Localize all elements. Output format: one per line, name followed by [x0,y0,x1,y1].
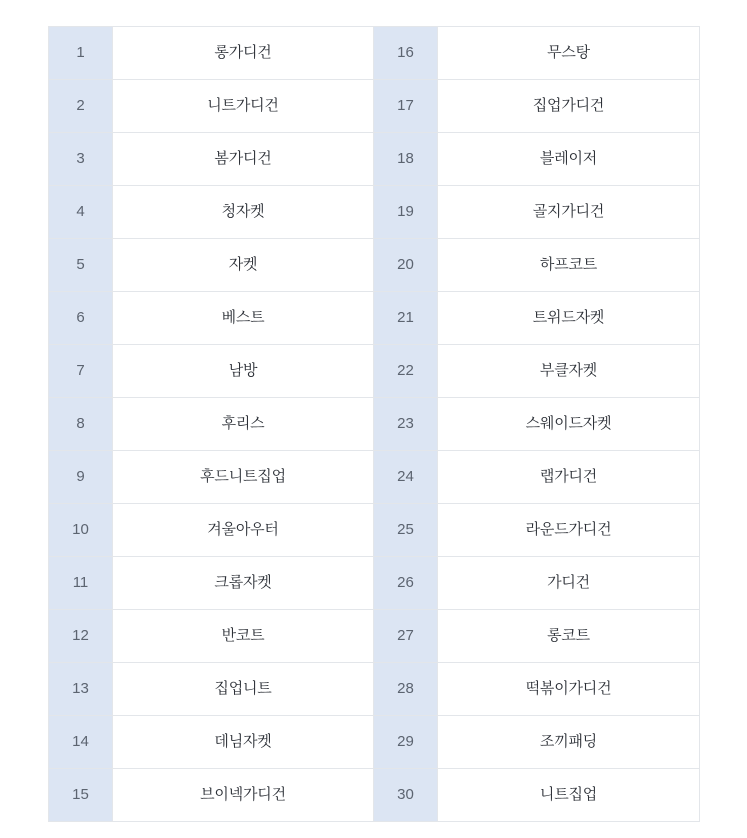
keyword-name: 하프코트 [438,239,700,292]
rank-number: 1 [49,27,113,80]
table-row [49,769,700,822]
rank-number: 8 [49,398,113,451]
rank-number: 22 [374,345,438,398]
table-row [49,716,700,769]
rank-number: 21 [374,292,438,345]
keyword-name: 크롭자켓 [113,557,374,610]
keyword-name: 떡볶이가디건 [438,663,700,716]
rank-number: 28 [374,663,438,716]
rank-number: 11 [49,557,113,610]
keyword-name: 집업가디건 [438,80,700,133]
rank-number: 25 [374,504,438,557]
keyword-name: 반코트 [113,610,374,663]
keyword-name: 가디건 [438,557,700,610]
keyword-name: 집업니트 [113,663,374,716]
rank-number: 29 [374,716,438,769]
rank-number: 2 [49,80,113,133]
keyword-name: 골지가디건 [438,186,700,239]
table-body [49,27,700,822]
rank-number: 30 [374,769,438,822]
rank-number: 12 [49,610,113,663]
rank-number: 23 [374,398,438,451]
keyword-name: 랩가디건 [438,451,700,504]
keyword-name: 베스트 [113,292,374,345]
keyword-name: 후드니트집업 [113,451,374,504]
table-row [49,133,700,186]
keyword-name: 롱코트 [438,610,700,663]
keyword-name: 라운드가디건 [438,504,700,557]
table-row [49,292,700,345]
keyword-name: 부클자켓 [438,345,700,398]
keyword-name: 자켓 [113,239,374,292]
rank-number: 4 [49,186,113,239]
rank-number: 7 [49,345,113,398]
table-row [49,610,700,663]
keyword-rank-table [48,26,700,822]
rank-number: 17 [374,80,438,133]
keyword-name: 후리스 [113,398,374,451]
keyword-name: 봄가디건 [113,133,374,186]
table-row [49,663,700,716]
keyword-name: 남방 [113,345,374,398]
rank-number: 19 [374,186,438,239]
table-row [49,239,700,292]
keyword-name: 조끼패딩 [438,716,700,769]
table-row [49,80,700,133]
table-row [49,451,700,504]
rank-number: 3 [49,133,113,186]
keyword-name: 블레이저 [438,133,700,186]
keyword-name: 니트집업 [438,769,700,822]
keyword-name: 무스탕 [438,27,700,80]
table-row [49,186,700,239]
rank-number: 10 [49,504,113,557]
keyword-name: 스웨이드자켓 [438,398,700,451]
rank-number: 6 [49,292,113,345]
table-row [49,557,700,610]
rank-number: 18 [374,133,438,186]
rank-number: 15 [49,769,113,822]
rank-number: 13 [49,663,113,716]
rank-number: 14 [49,716,113,769]
table-row [49,504,700,557]
keyword-name: 롱가디건 [113,27,374,80]
rank-number: 20 [374,239,438,292]
keyword-name: 겨울아우터 [113,504,374,557]
table-row [49,398,700,451]
table-row [49,27,700,80]
rank-number: 9 [49,451,113,504]
rank-number: 5 [49,239,113,292]
rank-number: 24 [374,451,438,504]
keyword-name: 트위드자켓 [438,292,700,345]
keyword-name: 청자켓 [113,186,374,239]
rank-number: 26 [374,557,438,610]
table-row [49,345,700,398]
keyword-name: 데님자켓 [113,716,374,769]
keyword-name: 브이넥가디건 [113,769,374,822]
rank-number: 16 [374,27,438,80]
rank-number: 27 [374,610,438,663]
keyword-name: 니트가디건 [113,80,374,133]
